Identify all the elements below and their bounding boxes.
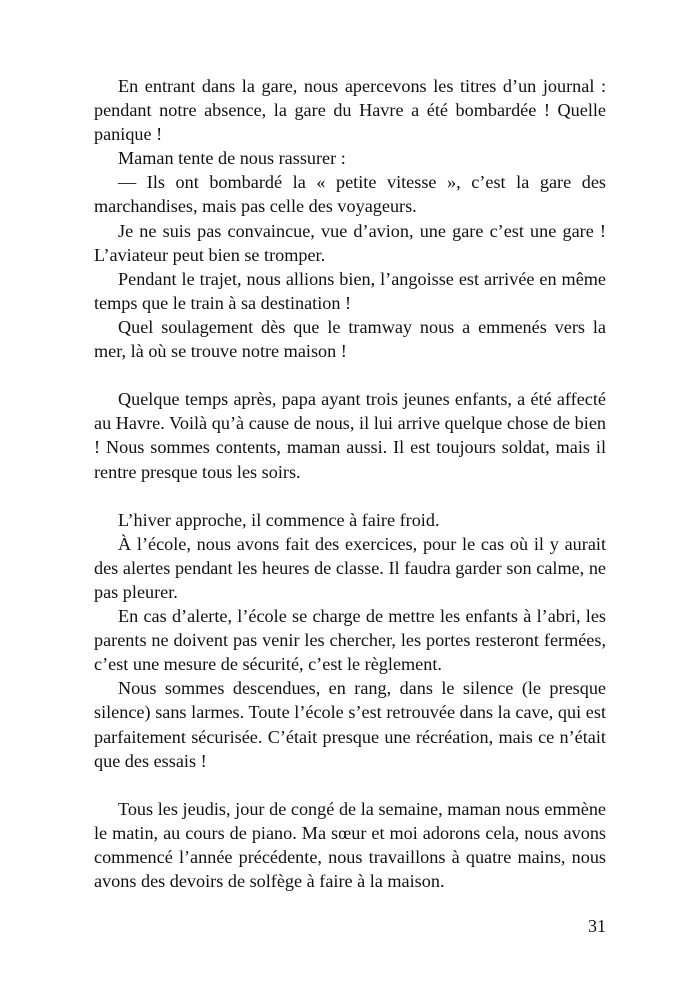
body-text <box>94 74 606 893</box>
paragraph-dialogue-petite-vitesse: — Ils ont bombardé la « petite vitesse », c’est la gare des marchandises, mais pas celle des voyageurs. <box>94 172 606 217</box>
page-number: 31 <box>588 916 606 936</box>
paragraph-hiver: L’hiver approche, il commence à faire froid. <box>118 509 440 530</box>
paragraph-pas-convaincue: Je ne suis pas convaincue, vue d’avion, une gare c’est une gare ! L’aviateur peut bien se tromper. <box>94 220 606 265</box>
paragraph-exercices-ecole: À l’école, nous avons fait des exercices, pour le cas où il y aurait des alertes pendant les heures de classe. Il faudra garder son calme, ne pas pleurer. <box>94 533 606 602</box>
paragraph-papa-affecte: Quelque temps après, papa ayant trois jeunes enfants, a été affecté au Havre. Voilà qu’à cause de nous, il lui arrive quelque chose de bien ! Nous sommes contents, maman aussi. Il est toujours soldat, mais il rentre presque tous les soirs. <box>94 389 606 482</box>
paragraph-maman-rassurer: Maman tente de nous rassurer : <box>118 148 346 169</box>
paragraph-soulagement: Quel soulagement dès que le tramway nous a emmenés vers la mer, là où se trouve notre maison ! <box>94 316 606 362</box>
paragraph-cas-alerte: En cas d’alerte, l’école se charge de mettre les enfants à l’abri, les parents ne doivent pas venir les chercher, les portes resteront fermées, c’est une mesure de sécurité, c’est le règlement. <box>94 606 606 675</box>
paragraph-descendues: Nous sommes descendues, en rang, dans le silence (le presque silence) sans larmes. Toute l’école s’est retrouvée dans la cave, qui est parfaitement sécurisée. C’était presque une récréation, mais ce n’était que des essais ! <box>94 678 606 771</box>
paragraph-gare-journal: En entrant dans la gare, nous apercevons les titres d’un journal : pendant notre absence, la gare du Havre a été bombardée ! Quelle panique ! <box>94 76 606 145</box>
paragraph-jeudis-piano: Tous les jeudis, jour de congé de la semaine, maman nous emmène le matin, au cours de piano. Ma sœur et moi adorons cela, nous avons commencé l’année précédente, nous travaillons à quatre mains, nous avons des devoirs de solfège à faire à la maison. <box>94 798 606 892</box>
paragraph-trajet: Pendant le trajet, nous allions bien, l’angoisse est arrivée en même temps que le train à sa destination ! <box>94 268 606 313</box>
